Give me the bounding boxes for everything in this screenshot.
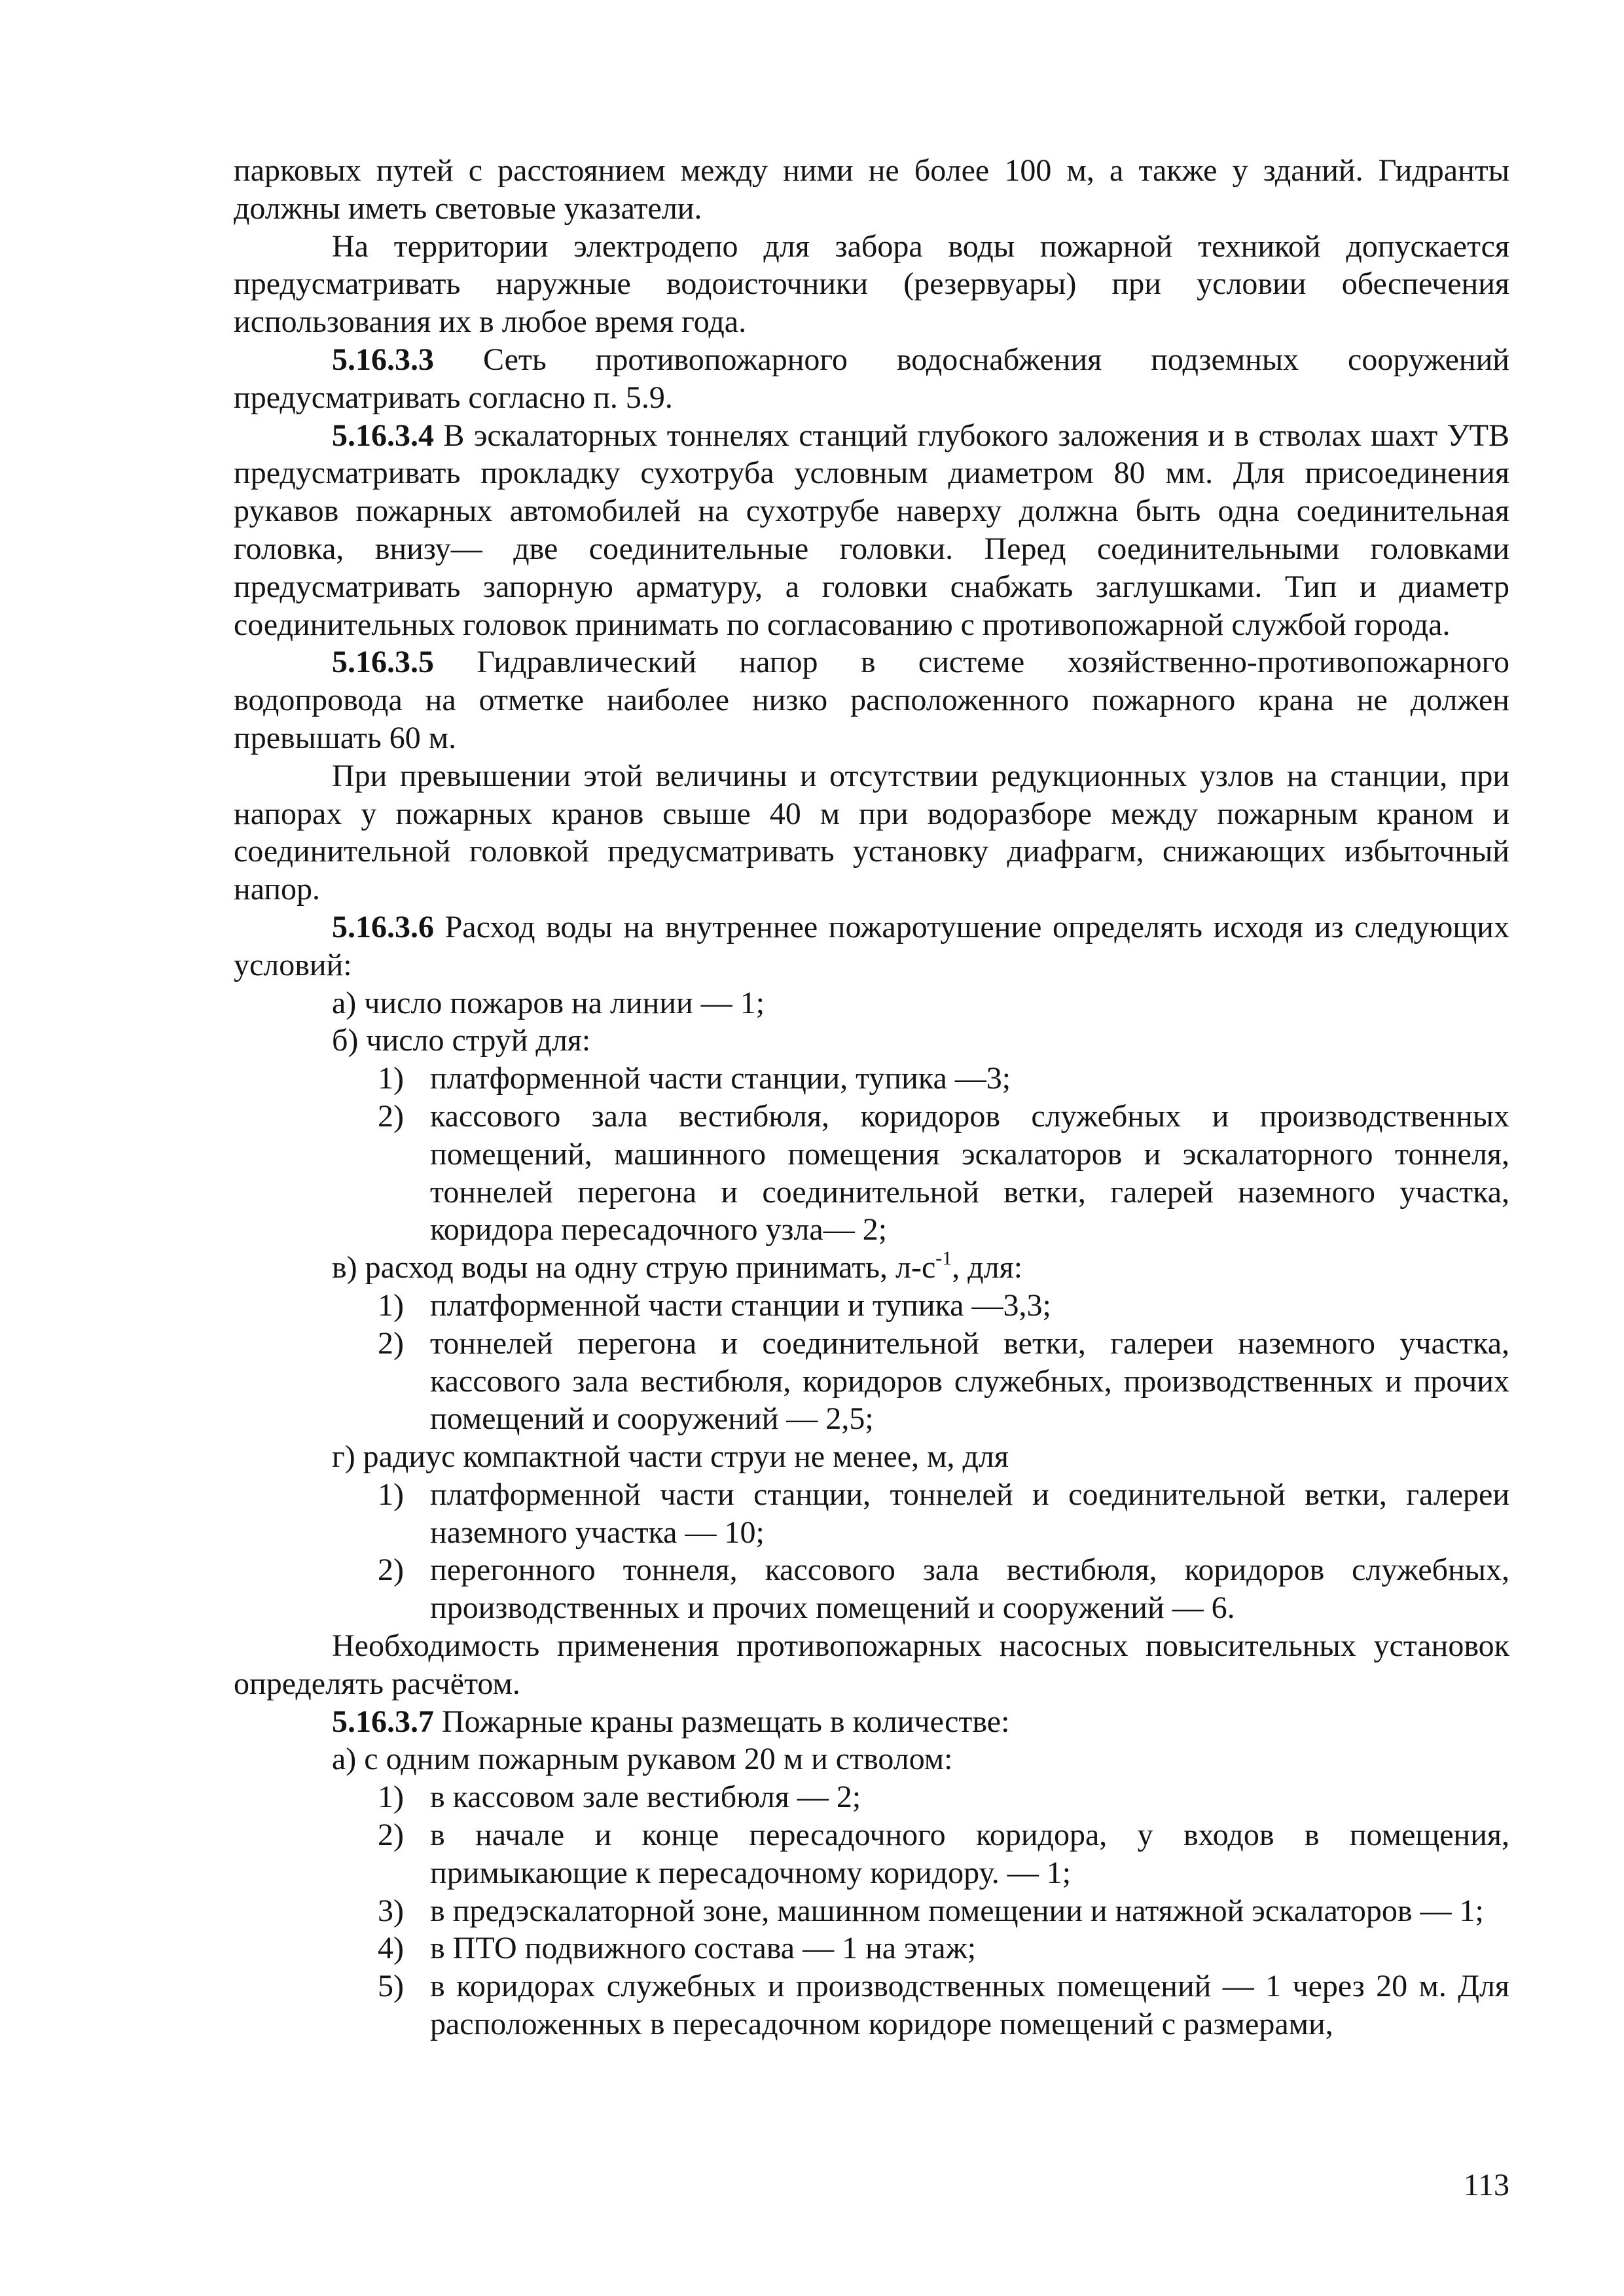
list-item: а) с одним пожарным рукавом 20 м и стволом: xyxy=(332,1742,953,1777)
clause-number: 5.16.3.5 xyxy=(332,645,434,680)
item-number: 3) xyxy=(378,1893,404,1928)
item-number: 1) xyxy=(378,1477,404,1512)
numbered-item xyxy=(234,1778,1509,1816)
clause-number: 5.16.3.6 xyxy=(332,909,434,944)
clause-text: Пожарные краны размещать в количестве: xyxy=(434,1704,1010,1739)
clause-text: Гидравлический напор в системе хозяйственно-противопожарного водопровода на отметке наиболее низко расположенного пожарного крана не должен превышать 60 м. xyxy=(234,645,1509,755)
item-text: перегонного тоннеля, кассового зала вестибюля, коридоров служебных, производственных и прочих помещений и сооружений — 6. xyxy=(430,1552,1509,1626)
item-number: 2) xyxy=(378,1098,404,1134)
clause-text: В эскалаторных тоннелях станций глубокого заложения и в стволах шахт УТВ предусматривать прокладку сухотруба условным диаметром 80 мм. Для присоединения рукавов пожарных автомобилей на сухотрубе наверху должна быть одна соединительная головка, внизу— две соединительные головки. Перед соединительными головками предусматривать запорную арматуру, а головки снабжать заглушками. Тип и диаметр соединительных головок принимать по согласованию с противопожарной службой города. xyxy=(234,418,1509,642)
clause-5-16-3-3 xyxy=(234,341,1509,417)
item-text: в предэскалаторной зоне, машинном помещении и натяжной эскалаторов — 1; xyxy=(430,1893,1484,1928)
superscript: -1 xyxy=(935,1247,952,1270)
item-text: в ПТО подвижного состава — 1 на этаж; xyxy=(430,1931,977,1966)
clause-text: Сеть противопожарного водоснабжения подземных сооружений предусматривать согласно п. 5.9. xyxy=(234,342,1509,415)
clause-number: 5.16.3.4 xyxy=(332,418,434,453)
numbered-item xyxy=(234,1325,1509,1438)
numbered-item xyxy=(234,1287,1509,1325)
clause-number: 5.16.3.7 xyxy=(332,1704,434,1739)
item-text: , для: xyxy=(952,1250,1023,1285)
item-text: тоннелей перегона и соединительной ветки, галереи наземного участка, кассового зала вестибюля, коридоров служебных, производственных и прочих помещений и сооружений — 2,5; xyxy=(430,1325,1509,1437)
item-number: 5) xyxy=(378,1969,404,2004)
numbered-item xyxy=(234,1060,1509,1098)
clause-5-16-3-6 xyxy=(234,908,1509,984)
clause-number: 5.16.3.3 xyxy=(332,342,434,377)
list-item xyxy=(234,1249,1509,1287)
item-text: платформенной части станции, тоннелей и соединительной ветки, галереи наземного участка — 10; xyxy=(430,1477,1509,1550)
clause-5-16-3-7 xyxy=(234,1703,1509,1741)
item-number: 1) xyxy=(378,1061,404,1096)
numbered-item xyxy=(234,1551,1509,1627)
list-item: г) радиус компактной части струи не менее, м, для xyxy=(332,1439,1009,1475)
numbered-item xyxy=(234,1967,1509,2043)
paragraph: При превышении этой величины и отсутствии редукционных узлов на станции, при напорах у пожарных кранов свыше 40 м при водоразборе между пожарным краном и соединительной головкой предусматривать установку диафрагм, снижающих избыточный напор. xyxy=(234,758,1509,907)
item-number: 2) xyxy=(378,1325,404,1361)
item-text: платформенной части станции и тупика —3,3; xyxy=(430,1287,1051,1323)
clause-5-16-3-5 xyxy=(234,643,1509,757)
item-number: 1) xyxy=(378,1780,404,1815)
item-number: 4) xyxy=(378,1931,404,1966)
item-number: 2) xyxy=(378,1552,404,1588)
item-text: платформенной части станции, тупика —3; xyxy=(430,1061,1011,1096)
numbered-item xyxy=(234,1892,1509,1930)
item-text: кассового зала вестибюля, коридоров служебных и производственных помещений, машинного помещения эскалаторов и эскалаторного тоннеля, тоннелей перегона и соединительной ветки, галерей наземного участка, коридора пересадочного узла— 2; xyxy=(430,1098,1509,1247)
clause-5-16-3-4 xyxy=(234,417,1509,644)
numbered-item xyxy=(234,1476,1509,1552)
item-text: в начале и конце пересадочного коридора, у входов в помещения, примыкающие к пересадочному коридору. — 1; xyxy=(430,1818,1509,1890)
paragraph: парковых путей с расстоянием между ними не более 100 м, а также у зданий. Гидранты должны иметь световые указатели. xyxy=(234,153,1509,226)
numbered-item xyxy=(234,1816,1509,1892)
numbered-item xyxy=(234,1929,1509,1967)
item-text: в) расход воды на одну струю принимать, л-с xyxy=(332,1250,936,1285)
paragraph: Необходимость применения противопожарных насосных повысительных установок определять расчётом. xyxy=(234,1628,1509,1701)
item-number: 2) xyxy=(378,1818,404,1853)
list-item: а) число пожаров на линии — 1; xyxy=(332,985,765,1020)
list-item: б) число струй для: xyxy=(332,1023,591,1058)
item-text: в кассовом зале вестибюля — 2; xyxy=(430,1780,861,1815)
paragraph: На территории электродепо для забора воды пожарной техникой допускается предусматривать наружные водоисточники (резервуары) при условии обеспечения использования их в любое время года. xyxy=(234,228,1509,340)
numbered-item xyxy=(234,1098,1509,1249)
item-number: 1) xyxy=(378,1287,404,1323)
item-text: в коридорах служебных и производственных помещений — 1 через 20 м. Для расположенных в пересадочном коридоре помещений с размерами, xyxy=(430,1969,1509,2042)
document-body xyxy=(234,152,1509,2043)
clause-text: Расход воды на внутреннее пожаротушение определять исходя из следующих условий: xyxy=(234,909,1509,982)
page-number: 113 xyxy=(1463,2168,1509,2202)
